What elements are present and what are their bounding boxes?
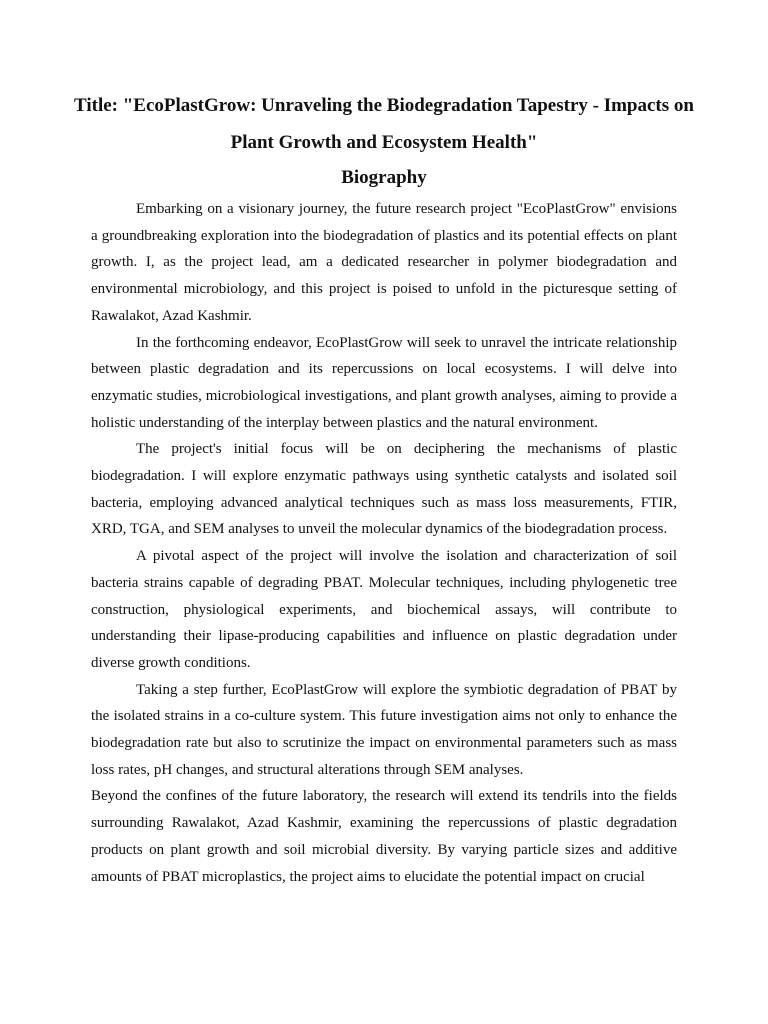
section-heading-biography: Biography <box>341 167 427 188</box>
body-text <box>91 196 677 890</box>
paragraph: The project's initial focus will be on deciphering the mechanisms of plastic biodegradation. I will explore enzymatic pathways using synthetic catalysts and isolated soil bacteria, employing advanced analytical techniques such as mass loss measurements, FTIR, XRD, TGA, and SEM analyses to unveil the molecular dynamics of the biodegradation process. <box>91 441 677 538</box>
paragraph: A pivotal aspect of the project will involve the isolation and characterization of soil bacteria strains capable of degrading PBAT. Molecular techniques, including phylogenetic tree construction, physiological experiments, and biochemical assays, will contribute to understanding their lipase-producing capabilities and influence on plastic degradation under diverse growth conditions. <box>91 548 677 671</box>
paragraph: Beyond the confines of the future laboratory, the research will extend its tendrils into the fields surrounding Rawalakot, Azad Kashmir, examining the repercussions of plastic degradation products on plant growth and soil microbial diversity. By varying particle sizes and additive amounts of PBAT microplastics, the project aims to elucidate the potential impact on crucial <box>91 788 677 885</box>
paragraph: In the forthcoming endeavor, EcoPlastGrow will seek to unravel the intricate relationship between plastic degradation and its repercussions on local ecosystems. I will delve into enzymatic studies, microbiological investigations, and plant growth analyses, aiming to provide a holistic understanding of the interplay between plastics and the natural environment. <box>91 334 677 431</box>
paragraph: Taking a step further, EcoPlastGrow will explore the symbiotic degradation of PBAT by the isolated strains in a co-culture system. This future investigation aims not only to enhance the biodegradation rate but also to scrutinize the impact on environmental parameters such as mass loss rates, pH changes, and structural alterations through SEM analyses. <box>91 681 677 778</box>
paragraph: Embarking on a visionary journey, the future research project "EcoPlastGrow" envisions a groundbreaking exploration into the biodegradation of plastics and its potential effects on plant growth. I, as the project lead, am a dedicated researcher in polymer biodegradation and environmental microbiology, and this project is poised to unfold in the picturesque setting of Rawalakot, Azad Kashmir. <box>91 201 677 324</box>
document-title: Title: "EcoPlastGrow: Unraveling the Biodegradation Tapestry - Impacts on Plant Growth and Ecosystem Health" <box>74 95 694 153</box>
